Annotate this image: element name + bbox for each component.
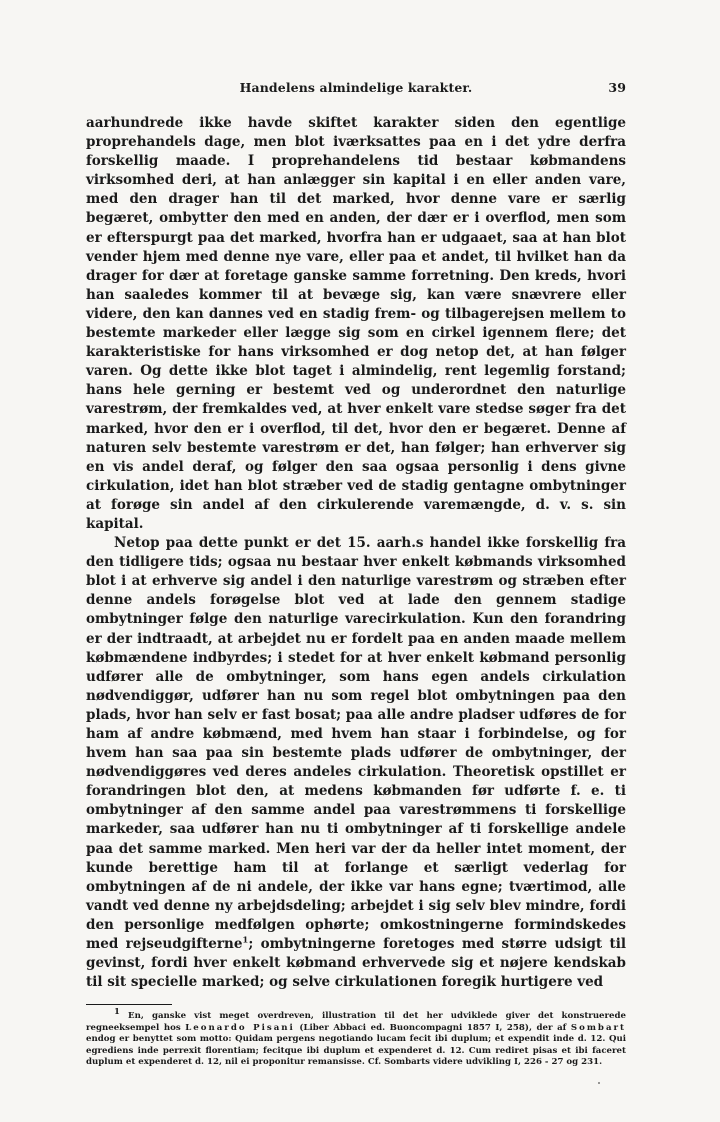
footnote-divider bbox=[86, 1004, 172, 1005]
paragraph-2 bbox=[86, 534, 626, 992]
print-speck bbox=[598, 1082, 600, 1084]
footnote-marker: 1 bbox=[114, 1007, 120, 1018]
footnote bbox=[86, 1007, 627, 1068]
paragraph-2-text-a: Netop paa dette punkt er det 15. aarh.s handel ikke forskellig fra den tidligere tids; ogsaa nu bestaar hver enkelt købmands virksomhed blot i at erhverve sig andel i den naturlige varestrøm og stræben efter denne andels forøgelse blot ved at lade den gennem stadige ombytninger følge den naturlige varecirkulation. Kun den forandring er der indtraadt, at arbejdet nu er fordelt paa en anden maade mellem købmændene indbyrdes; i stedet for at hver enkelt købmand personlig udfører alle de ombytninger, som hans egen andels cirkulation nødvendiggør, udfører han nu som regel blot ombytningen paa den plads, hvor han selv er fast bosat; paa alle andre pladser udføres de for ham af andre købmænd, med hvem han staar i forbindelse, og for hvem han saa paa sin bestemte plads udfører de ombytninger, der nødvendiggøres ved deres andeles cirkulation. Theoretisk opstillet er forandringen blot den, at medens købmanden før udførte f. e. ti ombytninger af den samme andel paa varestrømmens ti forskellige markeder, saa udfører han nu ti ombytninger af ti forskellige andele paa det samme marked. Men heri var der da heller intet moment, der kunde berettige ham til at forlange et særligt vederlag for ombytningen af de ni andele, der ikke var hans egne; tværtimod, alle vandt ved denne ny arbejdsdeling; arbejdet i sig selv blev mindre, fordi den personlige medfølgen ophørte; omkostningerne formindskedes med rejseudgifterne bbox=[86, 535, 626, 953]
page-number: 39 bbox=[608, 80, 626, 95]
footnote-reference[interactable]: 1 bbox=[242, 935, 249, 946]
book-page bbox=[86, 78, 626, 1068]
running-title: Handelens almindelige karakter. bbox=[239, 80, 473, 95]
footnote-text-3: endog er benyttet som motto: Quidam pergens negotiando lucam fecit ibi duplum; et expendit inde d. 12. Qui egrediens inde perrexit florentiam; fecitque ibi duplum et expenderet d. 12. Cum rediret pisas et ibi faceret duplum et expenderet d. 12, nil ei proponitur remansisse. Cf. Sombarts videre udvikling I, 226 - 27 og 231. bbox=[86, 1034, 626, 1067]
footnote-text-1: En, ganske vist meget overdreven, illustration til det her udviklede giver det konstruerede regneeksempel hos bbox=[86, 1011, 627, 1033]
footnote-text-2: (Liber Abbaci ed. Buoncompagni 1857 I, 258), der af bbox=[299, 1022, 567, 1033]
footnote-author-sombart: Sombart bbox=[570, 1022, 627, 1033]
footnote-author-leonardo: Leonardo Pisani bbox=[185, 1022, 295, 1033]
paragraph-2-text-b: ; ombytningerne foretoges med større udsigt til gevinst, fordi hver enkelt købmand erhvervede sig et nøjere kendskab til sit specielle marked; og selve cirkulationen foregik hurtigere ved bbox=[86, 936, 626, 991]
paragraph-1: aarhundrede ikke havde skiftet karakter siden den egentlige proprehandels dage, men blot iværksattes paa en i det ydre derfra forskellig maade. I proprehandelens tid bestaar købmandens virksomhed deri, at han anlægger sin kapital i en eller anden vare, med den drager han til det marked, hvor denne vare er særlig begæret, ombytter den med en anden, der dær er i overflod, men som er efterspurgt paa det marked, hvorfra han er udgaaet, saa at han blot vender hjem med denne nye vare, eller paa et andet, til hvilket han da drager for dær at foretage ganske samme forretning. Den kreds, hvori han saaledes kommer til at bevæge sig, kan være snævrere eller videre, den kan dannes ved en stadig frem- og tilbagerejsen mellem to bestemte markeder eller lægge sig som en cirkel igennem flere; det karakteristiske for hans virksomhed er dog netop det, at han følger varen. Og dette ikke blot taget i almindelig, rent legemlig forstand; hans hele gerning er bestemt ved og underordnet den naturlige varestrøm, der fremkaldes ved, at hver enkelt vare stedse søger fra det marked, hvor den er i overflod, til det, hvor den er begæret. Denne af naturen selv bestemte varestrøm er det, han følger; han erhverver sig en vis andel deraf, og følger den saa ogsaa personlig i dens givne cirkulation, idet han blot stræber ved de stadig gentagne ombytninger at forøge sin andel af den cirkulerende varemængde, d. v. s. sin kapital. bbox=[86, 115, 626, 532]
running-header bbox=[86, 78, 626, 100]
body-text bbox=[86, 114, 626, 992]
